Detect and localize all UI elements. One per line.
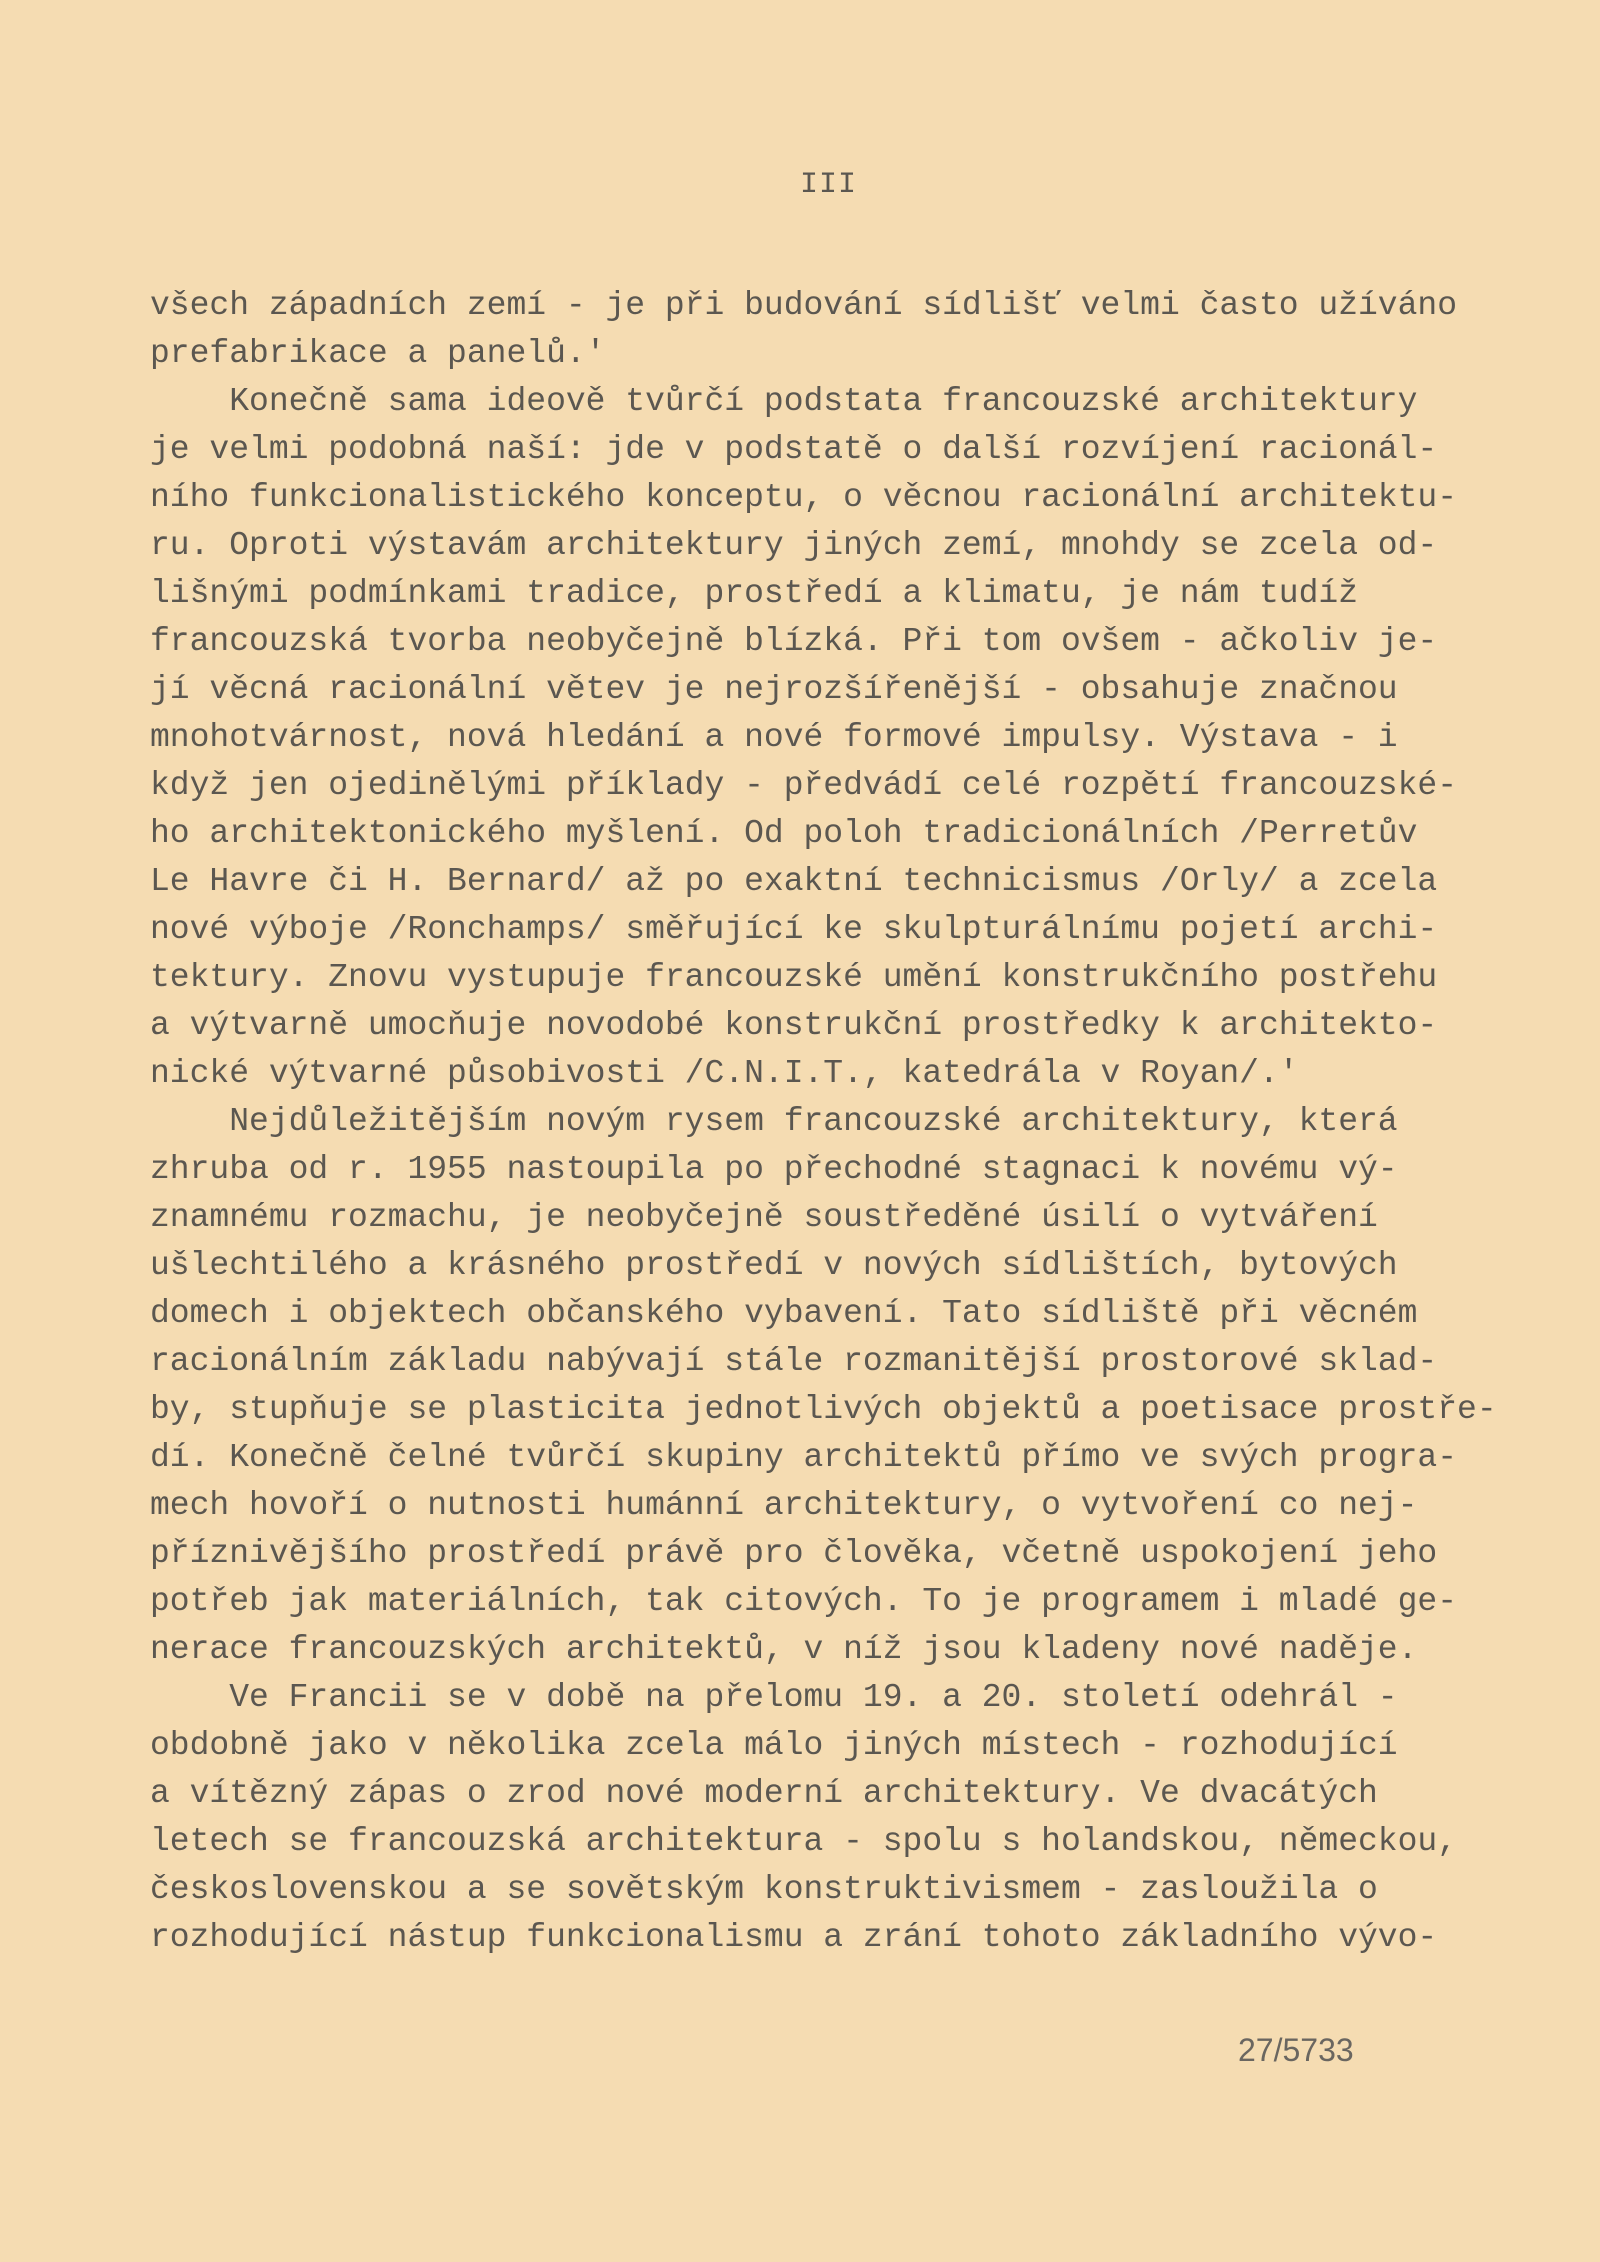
page-number: III (800, 168, 858, 202)
text-line: československou a se sovětským konstruktivismem - zasloužila o (150, 1871, 1378, 1908)
text-line: všech západních zemí - je při budování sídlišť velmi často užíváno (150, 287, 1458, 324)
text-line: Nejdůležitějším novým rysem francouzské architektury, která (150, 1103, 1398, 1140)
text-line: potřeb jak materiálních, tak citových. To je programem i mladé ge- (150, 1583, 1458, 1620)
text-line: domech i objektech občanského vybavení. Tato sídliště při věcném (150, 1295, 1418, 1332)
text-line: a vítězný zápas o zrod nové moderní architektury. Ve dvacátých (150, 1775, 1378, 1812)
archive-reference: 27/5733 (1238, 2032, 1354, 2068)
text-line: racionálním základu nabývají stále rozmanitější prostorové sklad- (150, 1343, 1438, 1380)
text-line: jí věcná racionální větev je nejrozšířenější - obsahuje značnou (150, 671, 1398, 708)
text-line: příznivějšího prostředí právě pro člověka, včetně uspokojení jeho (150, 1535, 1438, 1572)
text-line: ního funkcionalistického konceptu, o věcnou racionální architektu- (150, 479, 1458, 516)
text-line: francouzská tvorba neobyčejně blízká. Při tom ovšem - ačkoliv je- (150, 623, 1438, 660)
text-line: rozhodující nástup funkcionalismu a zrání tohoto základního vývo- (150, 1919, 1438, 1956)
text-line: lišnými podmínkami tradice, prostředí a klimatu, je nám tudíž (150, 575, 1358, 612)
text-line: a výtvarně umocňuje novodobé konstrukční prostředky k architekto- (150, 1007, 1438, 1044)
text-line: nerace francouzských architektů, v níž jsou kladeny nové naděje. (150, 1631, 1418, 1668)
text-line: zhruba od r. 1955 nastoupila po přechodné stagnaci k novému vý- (150, 1151, 1398, 1188)
text-line: mech hovoří o nutnosti humánní architektury, o vytvoření co nej- (150, 1487, 1418, 1524)
text-line: ušlechtilého a krásného prostředí v nových sídlištích, bytových (150, 1247, 1398, 1284)
text-line: obdobně jako v několika zcela málo jiných místech - rozhodující (150, 1727, 1398, 1764)
body-text (150, 282, 1497, 1962)
text-line: Ve Francii se v době na přelomu 19. a 20. století odehrál - (150, 1679, 1398, 1716)
text-line: by, stupňuje se plasticita jednotlivých objektů a poetisace prostře- (150, 1391, 1497, 1428)
text-line: nické výtvarné působivosti /C.N.I.T., katedrála v Royan/.' (150, 1055, 1299, 1092)
text-line: tektury. Znovu vystupuje francouzské umění konstrukčního postřehu (150, 959, 1438, 996)
text-line: mnohotvárnost, nová hledání a nové formové impulsy. Výstava - i (150, 719, 1398, 756)
text-line: nové výboje /Ronchamps/ směřující ke skulpturálnímu pojetí archi- (150, 911, 1438, 948)
text-line: prefabrikace a panelů.' (150, 335, 606, 372)
text-line: když jen ojedinělými příklady - předvádí celé rozpětí francouzské- (150, 767, 1458, 804)
text-line: ho architektonického myšlení. Od poloh tradicionálních /Perretův (150, 815, 1418, 852)
text-line: Le Havre či H. Bernard/ až po exaktní technicismus /Orly/ a zcela (150, 863, 1438, 900)
text-line: dí. Konečně čelné tvůrčí skupiny architektů přímo ve svých progra- (150, 1439, 1458, 1476)
text-line: Konečně sama ideově tvůrčí podstata francouzské architektury (150, 383, 1418, 420)
text-line: ru. Oproti výstavám architektury jiných zemí, mnohdy se zcela od- (150, 527, 1438, 564)
text-line: letech se francouzská architektura - spolu s holandskou, německou, (150, 1823, 1458, 1860)
text-line: znamnému rozmachu, je neobyčejně soustředěné úsilí o vytváření (150, 1199, 1378, 1236)
text-line: je velmi podobná naší: jde v podstatě o další rozvíjení racionál- (150, 431, 1438, 468)
